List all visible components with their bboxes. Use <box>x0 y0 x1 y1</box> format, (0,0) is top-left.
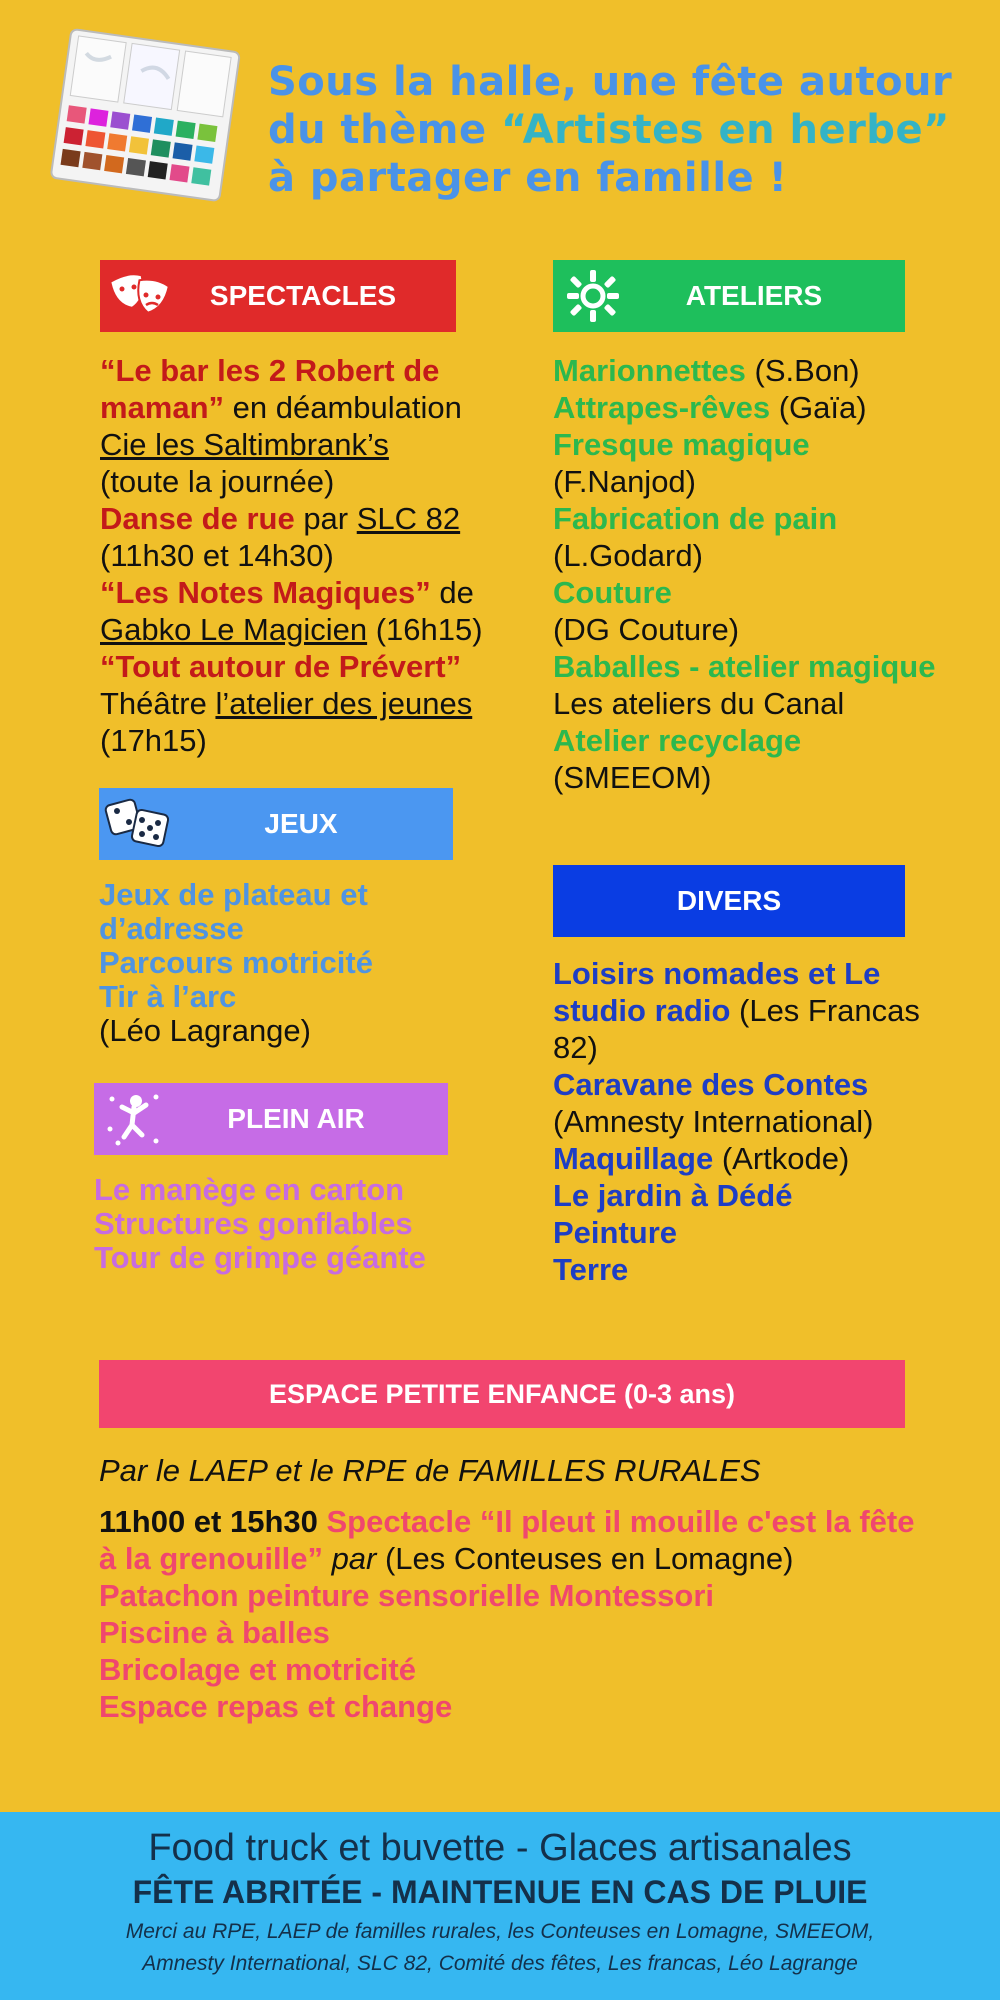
divers-provider: (Les Francas 82) <box>553 993 920 1065</box>
plein-air-list <box>94 1173 494 1275</box>
spectacles-label: SPECTACLES <box>209 280 397 311</box>
jeux-item: Parcours motricité <box>99 945 373 980</box>
spectacle-time: (toute la journée) <box>100 464 335 499</box>
spectacle-company: Gabko Le Magicien <box>100 612 368 647</box>
spectacle-item <box>100 352 550 426</box>
ateliers-list <box>553 352 943 796</box>
atelier-item <box>553 352 943 389</box>
petite-enfance-spectacle <box>99 1503 929 1577</box>
spectacle-company: Cie les Saltimbrank’s <box>100 427 389 462</box>
spectacles-list <box>100 352 550 759</box>
plein-air-header <box>94 1083 448 1155</box>
divers-name: Le jardin à Dédé <box>553 1178 793 1213</box>
climber-icon <box>94 1083 174 1155</box>
divers-provider: (Amnesty International) <box>553 1104 874 1139</box>
ateliers-header <box>553 260 905 332</box>
divers-list <box>553 955 933 1288</box>
petite-enfance-item: Bricolage et motricité <box>99 1652 416 1687</box>
footer-abritee: FÊTE ABRITÉE - MAINTENUE EN CAS DE PLUIE <box>132 1874 868 1910</box>
title-line-1: Sous la halle, une fête autour <box>268 59 953 105</box>
jeux-list <box>99 878 459 1048</box>
atelier-name: Fresque magique <box>553 427 810 462</box>
spectacle-title: Danse de rue <box>100 501 295 536</box>
petite-enfance-show: Spectacle “Il pleut il mouille c'est la fête à la grenouille” <box>99 1504 915 1576</box>
atelier-provider: (SMEEOM) <box>553 760 712 795</box>
title-line-2 <box>268 106 968 154</box>
spectacle-detail: par <box>294 501 357 536</box>
divers-provider: (Artkode) <box>713 1141 850 1176</box>
petite-enfance-label: ESPACE PETITE ENFANCE (0-3 ans) <box>268 1378 736 1409</box>
atelier-provider: (Gaïa) <box>770 390 867 425</box>
atelier-name: Marionnettes <box>553 353 746 388</box>
petite-enfance-item: Patachon peinture sensorielle Montessori <box>99 1578 714 1613</box>
spectacle-title: “Les Notes Magiques” <box>100 575 431 610</box>
dice-icon <box>99 788 179 860</box>
spectacle-item <box>100 500 550 537</box>
spectacle-item <box>100 685 550 722</box>
spectacle-time: (17h15) <box>100 723 207 758</box>
atelier-item <box>553 648 943 722</box>
spectacle-detail: en déambulation <box>224 390 462 425</box>
title-line-2-start: du thème <box>268 107 501 153</box>
atelier-provider: (S.Bon) <box>745 353 860 388</box>
jeux-item: Jeux de plateau et d’adresse <box>99 877 368 946</box>
divers-header <box>553 865 905 937</box>
atelier-name: Couture <box>553 575 672 610</box>
jeux-item: Tir à l’arc <box>99 979 237 1014</box>
spectacle-time: (11h30 et 14h30) <box>100 538 334 573</box>
atelier-provider: (DG Couture) <box>553 612 740 647</box>
atelier-name: Baballes - atelier magique <box>553 649 936 684</box>
footer <box>0 1812 1000 2000</box>
jeux-label: JEUX <box>264 808 338 839</box>
petite-enfance-time: 11h00 et 15h30 <box>99 1504 318 1539</box>
atelier-item <box>553 389 943 426</box>
petite-enfance-list <box>99 1452 929 1725</box>
theater-masks-icon <box>100 260 180 332</box>
divers-name: Caravane des Contes <box>553 1067 869 1102</box>
ateliers-label: ATELIERS <box>685 280 823 311</box>
petite-enfance-item: Espace repas et change <box>99 1689 453 1724</box>
plein-air-item: Tour de grimpe géante <box>94 1240 426 1275</box>
atelier-name: Attrapes-rêves <box>553 390 771 425</box>
hands-circle-icon <box>553 260 633 332</box>
divers-label: DIVERS <box>676 885 782 916</box>
petite-enfance-intro: Par le LAEP et le RPE de FAMILLES RURALES <box>99 1453 761 1488</box>
footer-thanks-line: Amnesty International, SLC 82, Comité des fêtes, Les francas, Léo Lagrange <box>142 1952 858 1975</box>
plein-air-item: Le manège en carton <box>94 1172 405 1207</box>
footer-thanks <box>0 1916 1000 1980</box>
atelier-name: Atelier recyclage <box>553 723 802 758</box>
spectacle-detail: de <box>430 575 474 610</box>
spectacle-title: “Le bar les 2 Robert de maman” <box>100 353 440 425</box>
divers-item <box>553 955 933 1066</box>
spectacle-title: “Tout autour de Prévert” <box>100 649 462 684</box>
atelier-provider: (L.Godard) <box>553 538 703 573</box>
atelier-provider: Les ateliers du Canal <box>553 686 845 721</box>
spectacle-company: l’atelier des jeunes <box>215 686 473 721</box>
divers-name: Maquillage <box>553 1141 714 1176</box>
jeux-provider: (Léo Lagrange) <box>99 1013 311 1048</box>
petite-enfance-provider: (Les Conteuses en Lomagne) <box>376 1541 794 1576</box>
divers-name: Peinture <box>553 1215 678 1250</box>
divers-item <box>553 1140 933 1177</box>
spectacle-time: (16h15) <box>367 612 483 647</box>
plein-air-label: PLEIN AIR <box>227 1103 365 1134</box>
spectacle-detail: Théâtre <box>100 686 216 721</box>
title-highlight: “Artistes en herbe” <box>501 107 950 153</box>
footer-food: Food truck et buvette - Glaces artisanales <box>148 1827 852 1869</box>
petite-enfance-item: Piscine à balles <box>99 1615 330 1650</box>
divers-name: Terre <box>553 1252 629 1287</box>
paint-palette-icon <box>40 22 250 212</box>
spectacle-item <box>100 574 550 611</box>
atelier-name: Fabrication de pain <box>553 501 838 536</box>
title-line-3: à partager en famille ! <box>268 155 788 201</box>
divers-name: Loisirs nomades et Le studio radio <box>553 956 881 1028</box>
spectacle-company: SLC 82 <box>356 501 461 536</box>
footer-thanks-line: Merci au RPE, LAEP de familles rurales, les Conteuses en Lomagne, SMEEOM, <box>125 1920 875 1943</box>
page-title <box>268 58 968 202</box>
petite-enfance-header <box>99 1360 905 1428</box>
jeux-header <box>99 788 453 860</box>
plein-air-item: Structures gonflables <box>94 1206 413 1241</box>
petite-enfance-par: par <box>322 1541 377 1576</box>
spectacles-header <box>100 260 456 332</box>
atelier-provider: (F.Nanjod) <box>553 464 696 499</box>
